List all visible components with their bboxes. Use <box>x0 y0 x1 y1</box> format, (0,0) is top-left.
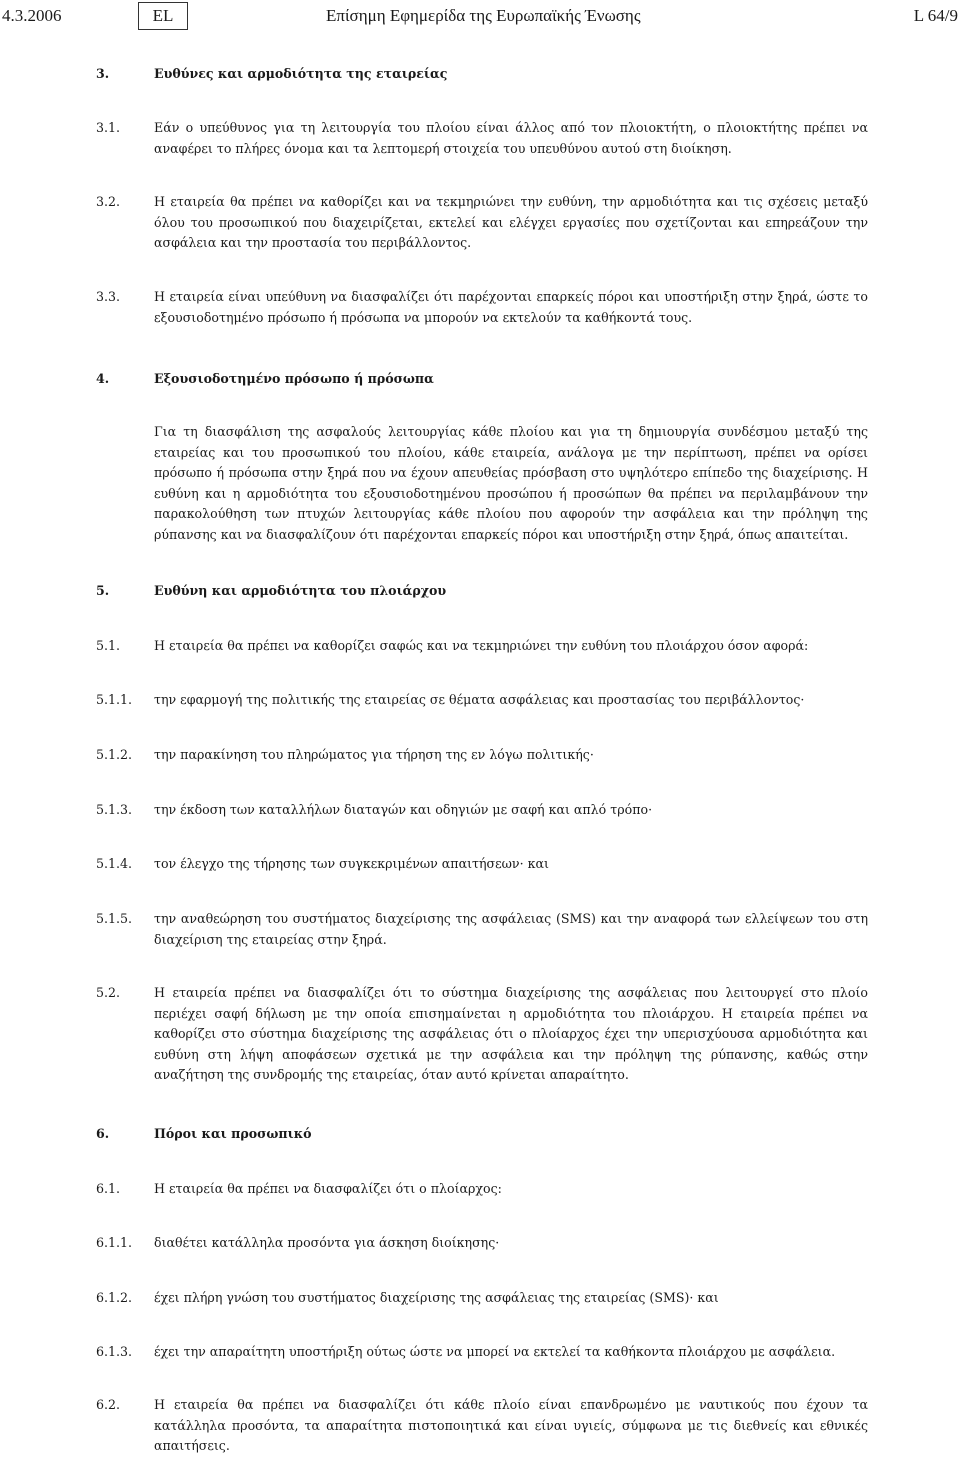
section-6-heading <box>96 1124 868 1145</box>
section-number: 4. <box>96 371 110 386</box>
section-title: Ευθύνες και αρμοδιότητα της εταιρείας <box>154 66 448 81</box>
section-number: 6. <box>96 1126 110 1141</box>
clause-text: έχει πλήρη γνώση του συστήματος διαχείρισης της ασφάλειας της εταιρείας (SMS)· και <box>154 1290 719 1305</box>
clause-5-1-1 <box>96 690 868 711</box>
journal-title: Επίσημη Εφημερίδα της Ευρωπαϊκής Ένωσης <box>326 6 641 25</box>
clause-text: Η εταιρεία θα πρέπει να καθορίζει και να τεκμηριώνει την ευθύνη, την αρμοδιότητα και τις σχέσεις μεταξύ όλου του προσωπικού που διαχειρίζεται, εκτελεί και ελέγχει εργασίες που σχετίζονται και επηρεάζουν την ασφάλεια και την προστασία του περιβάλλοντος. <box>154 194 868 250</box>
clause-5-1-5 <box>96 909 868 950</box>
clause-text: την έκδοση των καταλλήλων διαταγών και οδηγιών με σαφή και απλό τρόπο· <box>154 802 653 817</box>
clause-text: την εφαρμογή της πολιτικής της εταιρείας σε θέματα ασφάλειας και προστασίας του περιβάλλοντος· <box>154 692 805 707</box>
clause-number: 5.1.2. <box>96 747 133 762</box>
section-number: 3. <box>96 66 110 81</box>
clause-text: Η εταιρεία θα πρέπει να διασφαλίζει ότι ο πλοίαρχος: <box>154 1181 502 1196</box>
clause-6-1 <box>96 1179 868 1200</box>
language-code-box: EL <box>138 2 188 30</box>
clause-5-1 <box>96 636 868 657</box>
clause-text: Η εταιρεία πρέπει να διασφαλίζει ότι το σύστημα διαχείρισης της ασφάλειας που λειτουργεί στο πλοίο περιέχει σαφή δήλωση με την οποία επισημαίνεται η αρμοδιότητα του πλοιάρχου. Η εταιρεία πρέπει να καθορίζει στο σύστημα διαχείρισης της ασφάλειας ότι ο πλοίαρχος έχει την υπερισχύουσα αρμοδιότητα και ευθύνη στη λήψη αποφάσεων σχετικά με την ασφάλεια και την πρόληψη της ρύπανσης, καθώς στην αναζήτηση της συνδρομής της εταιρείας, όταν αυτό κρίνεται απαραίτητο. <box>154 985 868 1082</box>
clause-number: 6.1.3. <box>96 1344 133 1359</box>
clause-number: 3.2. <box>96 194 121 209</box>
section-5-heading <box>96 581 868 602</box>
clause-number: 6.1.1. <box>96 1235 133 1250</box>
clause-3-2 <box>96 192 868 254</box>
clause-3-1 <box>96 118 868 159</box>
clause-number: 5.1.1. <box>96 692 133 707</box>
clause-6-1-3 <box>96 1342 868 1363</box>
clause-text: τον έλεγχο της τήρησης των συγκεκριμένων απαιτήσεων· και <box>154 856 549 871</box>
clause-number: 6.1. <box>96 1181 121 1196</box>
section-3-heading <box>96 64 868 85</box>
clause-5-1-2 <box>96 745 868 766</box>
clause-number: 5.1.4. <box>96 856 133 871</box>
clause-6-1-1 <box>96 1233 868 1254</box>
clause-number: 6.2. <box>96 1397 121 1412</box>
clause-text: διαθέτει κατάλληλα προσόντα για άσκηση διοίκησης· <box>154 1235 500 1250</box>
clause-number: 5.1. <box>96 638 121 653</box>
clause-text: Η εταιρεία είναι υπεύθυνη να διασφαλίζει ότι παρέχονται επαρκείς πόροι και υποστήριξη στην ξηρά, ώστε το εξουσιοδοτημένο πρόσωπο ή πρόσωπα να μπορούν να εκτελούν τα καθήκοντά τους. <box>154 289 868 325</box>
clause-number: 5.1.5. <box>96 911 133 926</box>
section-4-heading <box>96 369 868 390</box>
clause-number: 3.3. <box>96 289 121 304</box>
clause-text: Η εταιρεία θα πρέπει να διασφαλίζει ότι κάθε πλοίο είναι επανδρωμένο με ναυτικούς που έχουν τα κατάλληλα προσόντα, τα απαραίτητα πιστοποιητικά και είναι υγιείς, σύμφωνα με τις διεθνείς και εθνικές απαιτήσεις. <box>154 1397 868 1453</box>
clause-5-1-4 <box>96 854 868 875</box>
page-reference: L 64/9 <box>913 6 958 25</box>
clause-text: έχει την απαραίτητη υποστήριξη ούτως ώστε να μπορεί να εκτελεί τα καθήκοντα πλοιάρχου με ασφάλεια. <box>154 1344 836 1359</box>
clause-6-2 <box>96 1395 868 1457</box>
header-date: 4.3.2006 <box>2 6 62 25</box>
section-title: Πόροι και προσωπικό <box>154 1126 312 1141</box>
clause-text: την αναθεώρηση του συστήματος διαχείρισης της ασφάλειας (SMS) και την αναφορά των ελλείψεων του στη διαχείριση της εταιρείας στην ξηρά. <box>154 911 868 947</box>
section-number: 5. <box>96 583 110 598</box>
clause-5-2 <box>96 983 868 1086</box>
clause-text: την παρακίνηση του πληρώματος για τήρηση της εν λόγω πολιτικής· <box>154 747 594 762</box>
section-title: Ευθύνη και αρμοδιότητα του πλοιάρχου <box>154 583 447 598</box>
clause-text: Εάν ο υπεύθυνος για τη λειτουργία του πλοίου είναι άλλος από τον πλοιοκτήτη, ο πλοιοκτήτης πρέπει να αναφέρει το πλήρες όνομα και τα λεπτομερή στοιχεία του υπευθύνου αυτού στη διοίκηση. <box>154 120 868 156</box>
clause-number: 5.2. <box>96 985 121 1000</box>
clause-text: Η εταιρεία θα πρέπει να καθορίζει σαφώς και να τεκμηριώνει την ευθύνη του πλοιάρχου όσον αφορά: <box>154 638 809 653</box>
clause-6-1-2 <box>96 1288 868 1309</box>
section-title: Εξουσιοδοτημένο πρόσωπο ή πρόσωπα <box>154 371 434 386</box>
section-4-body: Για τη διασφάλιση της ασφαλούς λειτουργίας κάθε πλοίου και για τη δημιουργία συνδέσμου μεταξύ της εταιρείας και του προσωπικού του πλοίου, κάθε εταιρεία, ανάλογα με την περίπτωση, πρέπει να ορίσει πρόσωπο ή πρόσωπα στην ξηρά που να έχουν απευθείας πρόσβαση στο υψηλότερο επίπεδο της διαχείρισης. Η ευθύνη και η αρμοδιότητα του εξουσιοδοτημένου προσώπου ή προσώπων θα πρέπει να περιλαμβάνουν την παρακολούθηση των πτυχών λειτουργίας κάθε πλοίου που αφορούν την ασφάλεια και την πρόληψη της ρύπανσης και να διασφαλίζουν ότι παρέχονται επαρκείς πόροι και υποστήριξη στην ξηρά, όπως απαιτείται. <box>154 424 868 542</box>
clause-number: 3.1. <box>96 120 121 135</box>
clause-3-3 <box>96 287 868 328</box>
clause-5-1-3 <box>96 800 868 821</box>
clause-number: 5.1.3. <box>96 802 133 817</box>
page-header <box>0 0 960 38</box>
clause-number: 6.1.2. <box>96 1290 133 1305</box>
